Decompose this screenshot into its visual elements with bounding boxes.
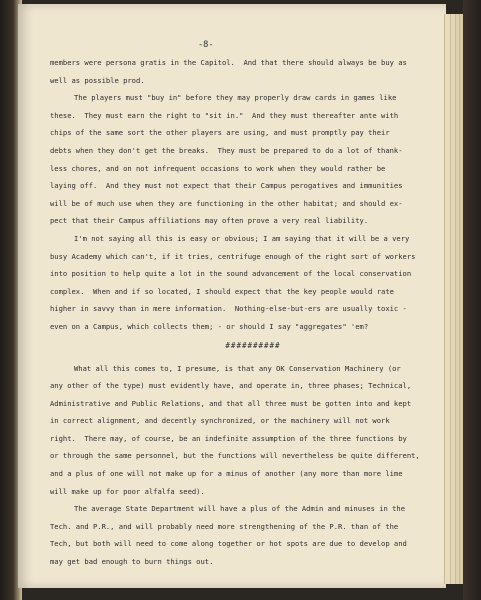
text-line: right. There may, of course, be an indefinite assumption of the three functions by — [50, 433, 407, 443]
book-cover-edge — [463, 0, 481, 600]
text-line: even on a Campus, which collects them; - or should I say "aggregates" 'em? — [50, 321, 369, 331]
text-line: Administrative and Public Relations, and that all three must be gotten into and kept — [50, 398, 412, 408]
text-line: busy Academy which can't, if it tries, centrifuge enough of the right sort of workers — [50, 251, 416, 261]
text-line: The average State Department will have a plus of the Admin and minuses in the — [74, 504, 406, 514]
paragraph — [50, 54, 456, 89]
page-text — [50, 54, 456, 571]
text-line: or through the same personnel, but the functions will nevertheless be quite different, — [50, 451, 420, 461]
text-line: may get bad enough to burn things out. — [50, 557, 214, 567]
text-line: into position to help quite a lot in the sound advancement of the local conservation — [50, 269, 412, 279]
text-line: debts when they don't get the breaks. They must be prepared to do a lot of thank- — [50, 145, 403, 155]
text-line: well as possible prod. — [50, 75, 145, 85]
page-number: -8- — [198, 40, 214, 50]
text-line: members were persona gratis in the Capitol. And that there should always be buy as — [50, 58, 407, 67]
text-line: higher in savvy than in mere information. Nothing-else-but-ers are usually toxic - — [50, 304, 407, 314]
text-line: Tech, but both will need to come along together or hot spots are due to develop and — [50, 539, 407, 549]
text-line: The players must "buy in" before they may properly draw cards in games like — [74, 93, 397, 103]
text-line: What all this comes to, I presume, is that any OK Conservation Machinery (or — [74, 363, 401, 373]
paragraph — [50, 500, 456, 570]
paragraph — [50, 360, 456, 501]
section-separator: ########## — [225, 340, 281, 350]
text-line: and a plus of one will not make up for a minus of another (any more than more lime — [50, 469, 403, 479]
text-line: Tech. and P.R., and will probably need more strengthening of the P.R. than of the — [50, 521, 399, 531]
text-line: laying off. And they must not expect that their Campus perogatives and immunities — [50, 181, 403, 191]
text-line: pect that their Campus affiliations may often prove a very real liability. — [50, 216, 369, 226]
text-line: will make up for poor alfalfa seed). — [50, 486, 205, 496]
text-line: I'm not saying all this is easy or obvious; I am saying that it will be a very — [74, 233, 410, 243]
text-line: chips of the same sort the other players are using, and must promptly pay their — [50, 128, 390, 138]
text-line: these. They must earn the right to "sit in." And they must thereafter ante with — [50, 110, 399, 120]
paragraph — [50, 89, 456, 230]
paragraph — [50, 230, 456, 336]
text-line: will be of much use when they are functioning in the other habitat; and should ex- — [50, 198, 403, 208]
text-line: less chores, and on not infrequent occasions to work when they would rather be — [50, 163, 386, 173]
text-line: complex. When and if so located, I should expect that the key people would rate — [50, 286, 394, 296]
text-line: in correct alignment, and decently synchronized, or the machinery will not work — [50, 416, 390, 426]
text-line: any other of the type) must evidently have, and operate in, three phases; Technical, — [50, 381, 412, 391]
document-page — [18, 4, 446, 588]
